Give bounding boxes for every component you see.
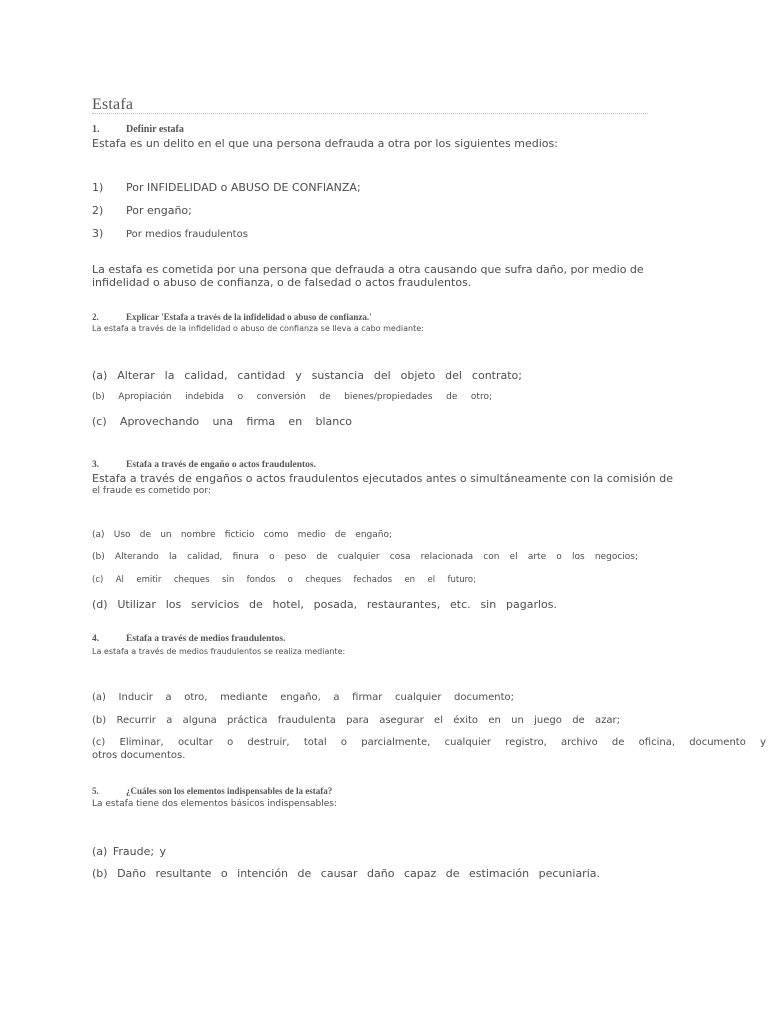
title-divider [92,113,648,114]
list-item: (a) Fraude; y [92,845,167,858]
section-1-heading [92,124,184,135]
list-item: 2) Por engaño; [92,204,192,217]
list-item: (c) Aprovechando una firma en blanco [92,415,352,428]
list-item: (a) Alterar la calidad, cantidad y sustancia del objeto del contrato; [92,369,522,382]
section-1-title: Definir estafa [126,124,184,135]
section-3-title: Estafa a través de engaño o actos fraudulentos. [126,460,316,470]
list-item: (b) Recurrir a alguna práctica fraudulenta para asegurar el éxito en un juego de azar; [92,715,620,726]
section-3-intro-line-2: el fraude es cometido por: [92,486,211,496]
list-item: 3) Por medios fraudulentos [92,227,248,240]
list-item: (b) Apropiación indebida o conversión de bienes/propiedades de otro; [92,392,492,402]
list-item: (d) Utilizar los servicios de hotel, posada, restaurantes, etc. sin pagarlos. [92,598,557,611]
list-item: (a) Uso de un nombre ficticio como medio de engaño; [92,530,392,540]
list-item: (b) Daño resultante o intención de causar daño capaz de estimación pecuniaria. [92,867,600,880]
section-5-heading [92,786,332,796]
list-item: (c) Eliminar, ocultar o destruir, total o parcialmente, cualquier registro, archivo de oficina, documento y [92,737,766,748]
section-1-summary-line-1: La estafa es cometida por una persona que defrauda a otra causando que sufra daño, por medio de [92,263,644,276]
section-2-number: 2. [92,312,99,322]
section-2-intro: La estafa a través de la infidelidad o abuso de confianza se lleva a cabo mediante: [92,324,424,333]
section-2-heading [92,312,372,322]
section-5-intro: La estafa tiene dos elementos básicos indispensables: [92,799,337,809]
section-1-summary-line-2: infidelidad o abuso de confianza, o de falsedad o actos fraudulentos. [92,276,472,289]
list-item: 1) Por INFIDELIDAD o ABUSO DE CONFIANZA; [92,181,361,194]
section-2-title: Explicar 'Estafa a través de la infidelidad o abuso de confianza.' [126,312,372,322]
list-item: (c) Al emitir cheques sin fondos o cheques fechados en el futuro; [92,575,476,585]
section-5-number: 5. [92,786,99,796]
section-1-number: 1. [92,124,100,135]
section-3-number: 3. [92,460,100,470]
section-4-heading [92,634,285,644]
section-4-number: 4. [92,634,100,644]
section-4-title: Estafa a través de medios fraudulentos. [126,634,286,644]
section-1-intro: Estafa es un delito en el que una persona defrauda a otra por los siguientes medios: [92,137,558,150]
section-4-intro: La estafa a través de medios fraudulentos se realiza mediante: [92,647,346,656]
section-3-intro-line-1: Estafa a través de engaños o actos fraudulentos ejecutados antes o simultáneamente con la comisión de [92,472,673,485]
list-item: (b) Alterando la calidad, finura o peso de cualquier cosa relacionada con el arte o los negocios; [92,552,638,562]
page-title: Estafa [92,96,134,113]
list-item-continuation: otros documentos. [92,750,186,761]
section-5-title: ¿Cuáles son los elementos indispensables de la estafa? [126,786,333,796]
list-item: (a) Inducir a otro, mediante engaño, a firmar cualquier documento; [92,692,514,703]
section-3-heading [92,460,316,470]
